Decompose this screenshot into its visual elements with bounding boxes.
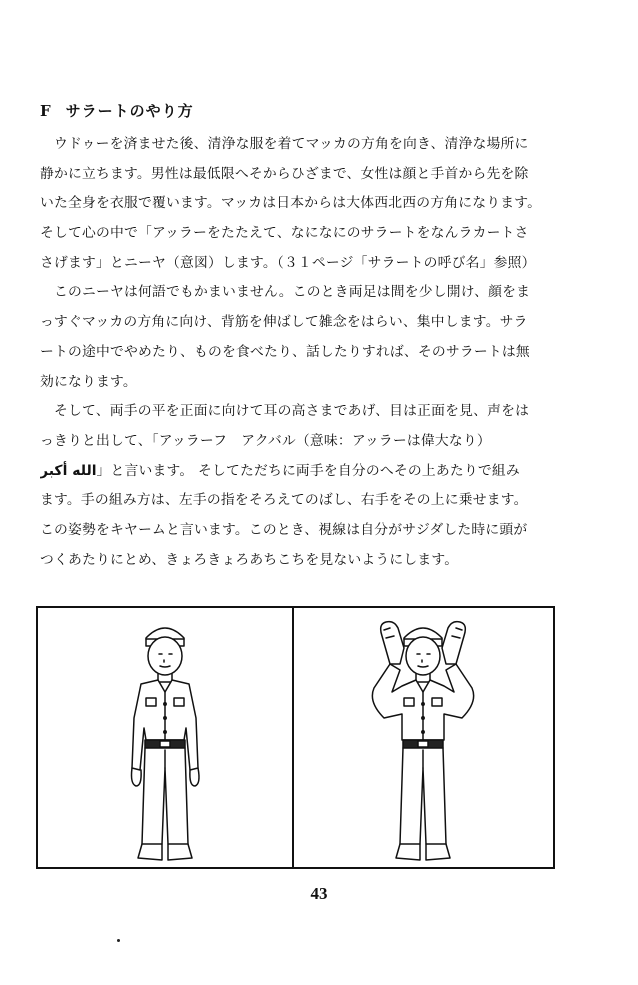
- paragraph-3: [40, 397, 560, 575]
- text-line: この姿勢をキヤームと言います。このとき、視線は自分がサジダした時に頭が: [40, 521, 528, 538]
- text-line: そして、両手の平を正面に向けて耳の高さまであげ、目は正面を見、声をは: [40, 403, 530, 420]
- illustration-box: [36, 606, 555, 869]
- raised-hands-figure-drawing: [294, 608, 553, 867]
- text-line-with-arabic: [40, 457, 560, 487]
- text-line: ートの途中でやめたり、ものを食べたり、話したりすれば、そのサラートは無: [40, 343, 530, 360]
- standing-figure-drawing: [38, 608, 292, 867]
- text-line-rest: 」と言います。 そしてただちに両手を自分のへその上あたりで組み: [96, 462, 520, 479]
- text-line: 効になります。: [40, 373, 137, 390]
- section-heading: [40, 100, 194, 121]
- text-line: 静かに立ちます。男性は最低限へそからひざまで、女性は顔と手首から先を除: [40, 165, 529, 182]
- text-line: っきりと出して、「アッラーフ アクバル（意味：アッラーは偉大なり）: [40, 432, 491, 449]
- text-line: ます。手の組み方は、左手の指をそろえてのばし、右手をその上に乗せます。: [40, 492, 528, 509]
- page-number: 43: [310, 884, 328, 903]
- text-line: っすぐマッカの方角に向け、背筋を伸ばして雑念をはらい、集中します。サラ: [40, 314, 528, 331]
- text-line: いた全身を衣服で覆います。マッカは日本からは大体西北西の方角になります。: [40, 195, 542, 212]
- body-text: [40, 130, 560, 575]
- raised-hands-figure-illustration: [294, 608, 553, 867]
- section-title: サラートのやり方: [65, 102, 194, 120]
- standing-figure-illustration: [38, 608, 292, 867]
- section-letter: F: [40, 102, 52, 120]
- text-line: つくあたりにとめ、きょろきょろあちこちを見ないようにします。: [40, 551, 459, 568]
- paragraph-1: [40, 130, 560, 278]
- text-line: そして心の中で「アッラーをたたえて、なになにのサラートをなんラカートさ: [40, 225, 529, 242]
- stray-dot: [117, 939, 120, 942]
- text-line: このニーヤは何語でもかまいません。このとき両足は間を少し開け、顔をま: [40, 284, 531, 301]
- text-line: さげます」とニーヤ（意図）します。（３１ページ「サラートの呼び名」参照）: [40, 254, 536, 271]
- arabic-takbir: الله أكبر: [40, 462, 97, 479]
- text-line: ウドゥーを済ませた後、清浄な服を着てマッカの方角を向き、清浄な場所に: [40, 136, 529, 152]
- paragraph-2: [40, 278, 560, 397]
